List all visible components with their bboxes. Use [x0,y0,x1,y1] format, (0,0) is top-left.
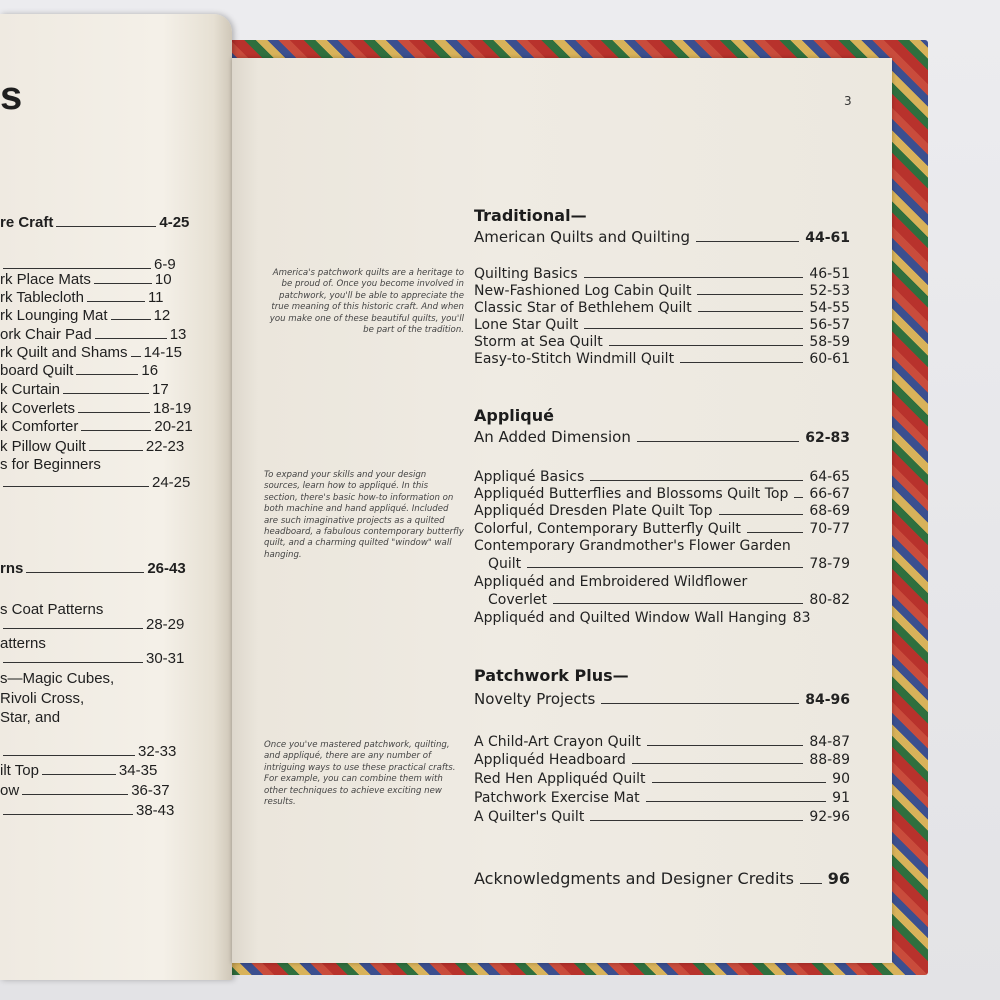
left-toc-line: 38-43 [0,802,174,819]
toc-entry: Appliquéd and Quilted Window Wall Hanging 83 [474,610,811,626]
left-page [0,14,232,980]
intro-traditional: America's patchwork quilts are a heritage to be proud of. Once you become involved in patchwork, you'll be able to appreciate the true meaning of this historic craft. And when you make one of these beautiful quilts, you'll be part of the tradition. [269,268,464,336]
left-toc-line: Rivoli Cross, [0,690,85,707]
intro-patchwork-plus: Once you've mastered patchwork, quilting, and appliqué, there are any number of intriguing ways to use these practical crafts. For example, you can combine them with other techniques to achieve exciting new results. [264,740,456,808]
left-toc-line: re Craft 4-25 [0,214,190,231]
left-toc-line: rk Place Mats 10 [0,271,172,288]
left-toc-line: 6-9 [0,256,176,273]
left-toc-line: Star, and [0,709,61,726]
section-heading: Appliqué [474,406,554,425]
toc-entry: Appliquéd Headboard 88-89 [474,752,850,768]
left-toc-line: s for Beginners [0,456,101,473]
toc-entry: Appliquéd Butterflies and Blossoms Quilt Top 66-67 [474,486,850,502]
left-toc-line: 24-25 [0,474,190,491]
left-toc-line: k Pillow Quilt 22-23 [0,438,185,455]
left-toc-line: atterns [0,635,46,652]
left-toc-line: s Coat Patterns [0,601,104,618]
left-toc-line: rns 26-43 [0,560,186,577]
toc-entry: Appliqué Basics 64-65 [474,469,850,485]
toc-entry: Easy-to-Stitch Windmill Quilt 60-61 [474,351,850,367]
toc-entry: Quilting Basics 46-51 [474,266,850,282]
intro-applique: To expand your skills and your design sources, learn how to appliqué. In this section, there's basic how-to information on both machine and hand appliqué. Included are such imaginative projects as a quilted headboard, a fabulous contemporary butterfly quilt, and a charming quilted "window" wall hanging. [264,470,464,560]
toc-entry: A Child-Art Crayon Quilt 84-87 [474,734,850,750]
left-toc-line: 28-29 [0,616,184,633]
toc-entry: Appliquéd Dresden Plate Quilt Top 68-69 [474,503,850,519]
toc-entry: Lone Star Quilt 56-57 [474,317,850,333]
toc-entry: Classic Star of Bethlehem Quilt 54-55 [474,300,850,316]
toc-entry: A Quilter's Quilt 92-96 [474,809,850,825]
section-heading: Traditional— [474,206,587,225]
section-subtitle-row: Novelty Projects 84-96 [474,690,850,708]
section-subtitle-row: An Added Dimension 62-83 [474,428,850,446]
toc-entry: Red Hen Appliquéd Quilt 90 [474,771,850,787]
left-toc-line: rk Lounging Mat 12 [0,307,171,324]
toc-entry: Quilt 78-79 [488,556,850,572]
left-toc-line: ow 36-37 [0,782,170,799]
toc-entry: Contemporary Grandmother's Flower Garden [474,538,791,554]
right-page [232,58,892,963]
acknowledgments-row: Acknowledgments and Designer Credits 96 [474,869,850,888]
toc-entry: Coverlet 80-82 [488,592,850,608]
section-heading: Patchwork Plus— [474,666,629,685]
left-toc-line: k Curtain 17 [0,381,169,398]
left-toc-line: ork Chair Pad 13 [0,326,187,343]
toc-entry: Colorful, Contemporary Butterfly Quilt 70-77 [474,521,850,537]
left-toc-line: k Comforter 20-21 [0,418,193,435]
toc-entry: Patchwork Exercise Mat 91 [474,790,850,806]
page-number: 3 [844,94,852,108]
toc-entry: Storm at Sea Quilt 58-59 [474,334,850,350]
toc-entry: New-Fashioned Log Cabin Quilt 52-53 [474,283,850,299]
left-toc-line: board Quilt 16 [0,362,159,379]
left-toc-line: 30-31 [0,650,184,667]
left-toc-line: rk Tablecloth 11 [0,289,164,306]
left-toc-line: 32-33 [0,743,176,760]
section-subtitle-row: American Quilts and Quilting 44-61 [474,228,850,246]
left-toc-line: s—Magic Cubes, [0,670,115,687]
left-toc-line: k Coverlets 18-19 [0,400,192,417]
left-toc-line: rk Quilt and Shams 14-15 [0,344,182,361]
toc-entry: Appliquéd and Embroidered Wildflower [474,574,748,590]
left-heading-fragment: s [0,74,23,118]
left-toc-line: ilt Top 34-35 [0,762,158,779]
